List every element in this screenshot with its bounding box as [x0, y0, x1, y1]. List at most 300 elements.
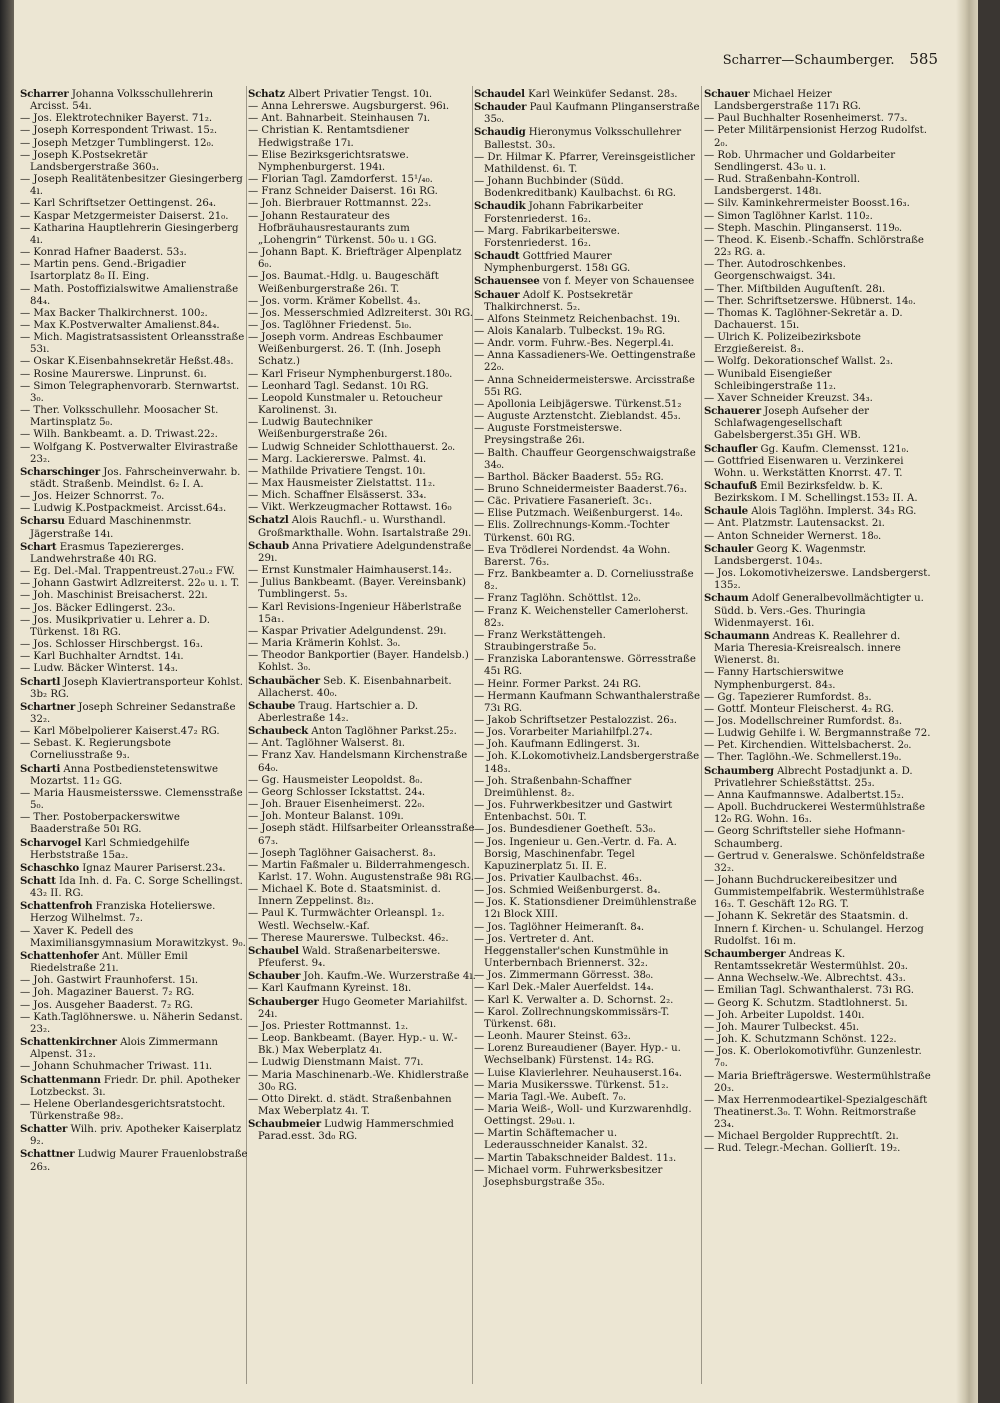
directory-entry: [20, 211, 248, 223]
entry-text: — Karol. Zollrechnungskommissärs-T. Türkenst. 68ı.: [474, 1006, 670, 1030]
entry-text: — Joh. Kaufmann Edlingerst. 3ı.: [474, 739, 641, 751]
entry-text: — Johann Buchbinder (Südd. Bodenkreditbank) Kaulbachst. 6ı RG.: [474, 176, 677, 200]
entry-surname: Schaudt: [474, 250, 520, 263]
entry-text: — Ludw. Bäcker Winterst. 14₃.: [20, 663, 179, 675]
directory-entry: [474, 715, 702, 727]
entry-text: — Georg Schriftsteller siehe Hofmann-Schaumberg.: [704, 826, 906, 850]
entry-text: — Maria Tagl.-We. Aubeſt. 7₀.: [474, 1091, 627, 1103]
directory-entry: [704, 998, 932, 1010]
entry-text: Hugo Geometer Mariahilfst. 24ı.: [258, 996, 468, 1020]
directory-entry: [248, 490, 476, 502]
entry-text: — Joh. K. Schutzmann Schönst. 122₂.: [704, 1034, 897, 1046]
entry-surname: Schaumberger: [704, 947, 786, 960]
directory-entry: [474, 152, 702, 176]
directory-entry: [474, 289, 702, 314]
entry-text: — Joh. Straßenbahn-Schaffner Dreimühlenst. 8₂.: [474, 775, 632, 799]
entry-text: Joseph Aufseher der Schlafwagengesellschaft Gabelsbergerst.35ı GH. WB.: [714, 406, 869, 442]
directory-entry: [248, 125, 476, 149]
directory-entry: [704, 630, 932, 667]
entry-surname: Schart: [20, 540, 57, 553]
entry-text: — Jos. Ausgeher Baaderst. 7₂ RG.: [20, 999, 194, 1011]
directory-entry: [20, 491, 248, 503]
entry-text: — Maria Briefträgerswe. Westermühlstraße 20₃.: [704, 1070, 931, 1094]
entry-text: — Gg. Hausmeister Leopoldst. 8₀.: [248, 774, 423, 786]
directory-page: [14, 0, 978, 1403]
directory-entry: [474, 326, 702, 338]
entry-text: — Dr. Hilmar K. Pfarrer, Vereinsgeistlicher Mathildenst. 6ı. T.: [474, 151, 696, 175]
entry-text: — Fanny Hartschierswitwe Nymphenburgerst. 84₃.: [704, 667, 844, 691]
entry-text: — Joseph vorm. Andreas Eschbaumer Weißenburgerst. 26. T. (Inh. Joseph Schatz.): [248, 332, 443, 368]
entry-text: Joseph Klaviertransporteur Kohlst. 3b₂ RG.: [30, 676, 244, 700]
entry-text: — Joh. Gastwirt Fraunhoferst. 15ı.: [20, 975, 199, 987]
directory-entry: [20, 1061, 248, 1073]
entry-surname: Schaschko: [20, 861, 79, 874]
directory-entry: [474, 1007, 702, 1031]
entry-text: — Leonhard Tagl. Sedanst. 10ı RG.: [248, 380, 429, 392]
entry-text: — Kaspar Metzgermeister Daiserst. 21₀.: [20, 210, 229, 222]
directory-entry: [20, 113, 248, 125]
directory-entry: [20, 1074, 248, 1099]
directory-entry: [474, 545, 702, 569]
directory-entry: [248, 970, 476, 983]
entry-text: Albert Privatier Tengst. 10ı.: [288, 89, 433, 100]
entry-text: — Georg Schlosser Ickstattst. 24₄.: [248, 786, 426, 798]
directory-entry: [248, 296, 476, 308]
entry-surname: Scharschinger: [20, 465, 100, 478]
directory-entry: [474, 873, 702, 885]
directory-entry: [20, 247, 248, 259]
directory-entry: [248, 945, 476, 970]
directory-entry: [704, 740, 932, 752]
directory-entry: [474, 226, 702, 250]
directory-entry: [474, 101, 702, 126]
entry-text: — Jos. Schlosser Hirschbergst. 16₃.: [20, 639, 204, 651]
entry-text: — Franziska Laborantenswe. Görresstraße 45ı RG.: [474, 654, 696, 678]
entry-text: — Jos. Privatier Kaulbachst. 46₃.: [474, 873, 643, 884]
entry-text: — Jakob Schriftsetzer Pestalozzist. 26₃.: [474, 714, 678, 726]
directory-entry: [248, 466, 476, 478]
directory-entry: [704, 826, 932, 850]
entry-text: — Katharina Hauptlehrerin Giesingerberg 4ı.: [20, 222, 239, 246]
column-3: [474, 88, 702, 1189]
entry-text: — Michael K. Bote d. Staatsminist. d. Innern Zeppelinst. 8ı₂.: [248, 884, 441, 908]
directory-entry: [248, 577, 476, 601]
entry-text: — Johann Bapt. K. Briefträger Alpenplatz 6₀.: [248, 247, 462, 271]
entry-text: Ant. Müller Emil Riedelstraße 21ı.: [30, 950, 188, 975]
entry-text: Ludwig Hammerschmied Parad.esst. 3d₀ RG.: [258, 1119, 454, 1143]
directory-entry: [474, 837, 702, 873]
directory-entry: [20, 615, 248, 639]
entry-surname: Scharrer: [20, 88, 69, 100]
entry-text: — Joseph Metzger Tumblingerst. 12₀.: [20, 137, 214, 149]
entry-text: — Jos. Taglöhner Heimeranſt. 8₄.: [474, 921, 645, 933]
directory-entry: [248, 775, 476, 787]
entry-text: — Jos. Heizer Schnorrst. 7₀.: [20, 491, 165, 503]
entry-text: — Max Herrenmodeartikel-Spezialgeschäft Theatinerst.3₀. T. Wohn. Reitmorstraße 23₄.: [704, 1094, 928, 1131]
entry-text: Gottfried Maurer Nymphenburgerst. 158ı GG.: [484, 251, 631, 275]
entry-text: — Wolfg. Dekorationschef Wallst. 2₃.: [704, 356, 894, 368]
entry-text: — Rob. Uhrmacher und Goldarbeiter Sendlingerst. 43₀ u. ı.: [704, 149, 896, 173]
directory-entry: [474, 126, 702, 151]
directory-entry: [704, 356, 932, 368]
entry-text: — Wilh. Bankbeamt. a. D. Triwast.22₂.: [20, 429, 218, 441]
directory-entry: [248, 1033, 476, 1057]
header-headword: Scharrer—Schaumberger.: [722, 53, 895, 68]
directory-entry: [474, 423, 702, 447]
directory-entry: [248, 860, 476, 884]
entry-text: — Julius Bankbeamt. (Bayer. Vereinsbank) Tumblingerst. 5₃.: [248, 577, 467, 601]
entry-text: Franziska Hotelierswe. Herzog Wilhelmst. 7₂.: [30, 901, 216, 925]
entry-text: — Wolfgang K. Postverwalter Elvirastraße 23₂.: [20, 441, 238, 465]
directory-entry: [20, 578, 248, 590]
entry-text: — Joh. Bierbrauer Rottmannst. 22₃.: [248, 198, 432, 210]
entry-text: von f. Meyer von Schauensee: [542, 276, 695, 288]
entry-text: — Paul Buchhalter Rosenheimerst. 77₃.: [704, 113, 908, 125]
entry-surname: Schaumberg: [704, 764, 774, 777]
entry-text: Anna Privatiere Adelgundenstraße 29ı.: [258, 540, 472, 564]
entry-surname: Schattenkirchner: [20, 1036, 117, 1049]
directory-entry: [474, 200, 702, 225]
entry-text: — Peter Militärpensionist Herzog Rudolfst. 2₀.: [704, 125, 927, 149]
directory-entry: [248, 787, 476, 799]
directory-entry: [248, 700, 476, 725]
directory-entry: [20, 515, 248, 540]
entry-text: — Martin Schäftemacher u. Lederausschneider Kanalst. 32.: [474, 1128, 648, 1152]
entry-text: Ida Inh. d. Fa. C. Sorge Schellingst. 43₂ II. RG.: [30, 876, 243, 900]
entry-text: — Leop. Bankbeamt. (Bayer. Hyp.- u. W.-Bk.) Max Weberplatz 4ı.: [248, 1033, 458, 1057]
entry-text: — Cäc. Privatiere Fasanerieſt. 3c₁.: [474, 496, 653, 508]
entry-surname: Schauberger: [248, 995, 319, 1008]
entry-text: Michael Heizer Landsbergerstraße 117ı RG.: [714, 89, 861, 113]
directory-entry: [20, 788, 248, 812]
entry-text: — Ther. Taglöhn.-We. Schmellerst.19₀.: [704, 752, 902, 764]
directory-entry: [20, 1099, 248, 1123]
entry-text: Andreas K. Reallehrer d. Maria Theresia-Kreisrealsch. innere Wienerst. 8ı.: [714, 630, 901, 667]
entry-text: — Jos. Messerschmied Adlzreiterst. 30ı RG.: [248, 307, 473, 319]
entry-text: — Joh. Maschinist Breisacherst. 22ı.: [20, 590, 208, 602]
directory-entry: [474, 472, 702, 484]
entry-text: — Vikt. Werkzeugmacher Rottawst. 16₀: [248, 502, 452, 514]
entry-text: — Karl Kaufmann Kyreinst. 18ı.: [248, 983, 412, 995]
directory-entry: [20, 1036, 248, 1061]
entry-surname: Schattenmann: [20, 1073, 101, 1086]
entry-text: — Max Hausmeister Zielstattst. 11₂.: [248, 478, 436, 489]
entry-text: — Maria Hausmeistersswe. Clemensstraße 5₀.: [20, 787, 243, 812]
entry-text: — Jos. Musikprivatier u. Lehrer a. D. Türkenst. 18ı RG.: [20, 614, 210, 638]
directory-entry: [20, 405, 248, 429]
directory-entry: [20, 332, 248, 356]
directory-entry: [20, 356, 248, 368]
entry-text: Wilh. priv. Apotheker Kaiserplatz 9₂.: [30, 1124, 242, 1148]
entry-surname: Scharvogel: [20, 836, 82, 849]
entry-text: — Theod. K. Eisenb.-Schaffn. Schlörstraße 22₃ RG. a.: [704, 234, 924, 259]
directory-entry: [704, 692, 932, 704]
directory-entry: [20, 926, 248, 950]
directory-entry: [704, 531, 932, 543]
directory-entry: [474, 995, 702, 1007]
entry-surname: Schaufuß: [704, 480, 757, 492]
directory-entry: [248, 454, 476, 466]
directory-entry: [20, 1012, 248, 1036]
entry-text: — Joh. Maurer Tulbeckst. 45ı.: [704, 1021, 860, 1033]
directory-entry: [20, 320, 248, 332]
directory-entry: [248, 88, 476, 101]
directory-entry: [474, 496, 702, 508]
entry-text: — Silv. Kaminkehrermeister Boosst.16₃.: [704, 198, 910, 210]
entry-text: — Jos. Vorarbeiter Mariahilfpl.27₄.: [474, 727, 653, 739]
directory-entry: [474, 630, 702, 654]
directory-entry: [474, 922, 702, 934]
entry-text: — Maria Musikersswe. Türkenst. 51₂.: [474, 1079, 669, 1091]
entry-text: — Max K.Postverwalter Amalienst.84₄.: [20, 319, 220, 331]
entry-text: — Jos. Taglöhner Friedenst. 5ı₀.: [248, 319, 412, 331]
directory-entry: [704, 393, 932, 405]
directory-entry: [474, 751, 702, 775]
entry-text: — Jos. Priester Rottmannst. 1₂.: [248, 1020, 409, 1032]
directory-entry: [248, 848, 476, 860]
entry-text: — Ant. Bahnarbeit. Steinhausen 7ı.: [248, 113, 431, 125]
directory-entry: [704, 405, 932, 442]
entry-text: — Anna Kaufmannswe. Adalbertst.15₂.: [704, 789, 905, 801]
entry-text: Karl Weinküfer Sedanst. 28₃.: [528, 89, 678, 100]
directory-entry: [248, 478, 476, 490]
entry-text: — Simon Taglöhner Karlst. 110₂.: [704, 210, 873, 222]
entry-text: — Ludwig Schneider Schlotthauerst. 2₀.: [248, 441, 456, 453]
entry-surname: Schatter: [20, 1123, 68, 1136]
page-number: 585: [909, 50, 938, 68]
directory-entry: [704, 543, 932, 568]
directory-entry: [474, 1043, 702, 1067]
entry-surname: Schaubeck: [248, 725, 309, 738]
entry-text: — Jos. K. Oberlokomotivführ. Gunzenlestr. 7₀.: [704, 1046, 922, 1070]
entry-text: — Auguste Arztenstcht. Zieblandst. 45₃.: [474, 411, 681, 423]
entry-text: — Hermann Kaufmann Schwanthalerstraße 73ı RG.: [474, 690, 701, 714]
directory-entry: [474, 691, 702, 715]
directory-entry: [20, 466, 248, 491]
directory-entry: [704, 505, 932, 518]
directory-entry: [704, 875, 932, 911]
entry-surname: Schauerer: [704, 405, 761, 418]
entry-text: Adolf Generalbevollmächtigter u. Südd. b. Vers.-Ges. Thuringia Widenmayerst. 16ı.: [714, 593, 924, 629]
directory-entry: [704, 223, 932, 235]
directory-entry: [20, 381, 248, 405]
entry-surname: Scharsu: [20, 515, 65, 528]
entry-text: Joh. Kaufm.-We. Wurzerstraße 4ı.: [303, 971, 476, 983]
directory-entry: [248, 1021, 476, 1033]
entry-text: Wald. Straßenarbeiterswe. Pfeuferst. 9₄.: [258, 945, 441, 970]
entry-surname: Schaufler: [704, 442, 758, 455]
entry-surname: Schaubel: [248, 944, 299, 957]
entry-text: — Martin Tabakschneider Baldest. 11₃.: [474, 1152, 677, 1164]
directory-entry: [20, 701, 248, 726]
directory-entry: [474, 824, 702, 836]
entry-text: — Alois Kanalarb. Tulbeckst. 19₀ RG.: [474, 325, 666, 337]
entry-text: — Heinr. Former Parkst. 24ı RG.: [474, 678, 642, 690]
directory-entry: [20, 369, 248, 381]
entry-surname: Schaum: [704, 592, 749, 605]
entry-text: — Karl Möbelpolierer Kaiserst.47₂ RG.: [20, 726, 220, 738]
directory-entry: [248, 1070, 476, 1094]
entry-text: — Math. Postoffizialswitwe Amalienstraße 84₄.: [20, 283, 239, 307]
directory-entry: [704, 456, 932, 480]
directory-entry: [704, 765, 932, 790]
column-4: [704, 88, 932, 1156]
entry-text: — Barthol. Bäcker Baaderst. 55₂ RG.: [474, 471, 664, 483]
directory-entry: [474, 776, 702, 800]
book-binding-edge: [0, 0, 14, 1403]
directory-entry: [248, 725, 476, 738]
directory-entry: [704, 704, 932, 716]
entry-text: — Eg. Del.-Mal. Trappentreust.27₀u.₂ FW.: [20, 566, 235, 578]
directory-entry: [248, 247, 476, 271]
entry-surname: Schaumann: [704, 629, 770, 642]
entry-text: — Ther. Schriftsetzerswe. Hübnerst. 14₀.: [704, 295, 916, 307]
entry-text: — Auguste Forstmeisterswe. Preysingstraße 26ı.: [474, 423, 623, 447]
entry-text: Eduard Maschinenmstr. Jägerstraße 14ı.: [30, 516, 192, 540]
directory-entry: [474, 314, 702, 326]
directory-entry: [248, 823, 476, 847]
directory-entry: [248, 211, 476, 247]
entry-text: — Wunibald Eisengießer Schleibingerstraße 11₂.: [704, 368, 837, 392]
directory-entry: [20, 174, 248, 198]
directory-entry: [474, 88, 702, 101]
entry-surname: Schauer: [474, 288, 520, 301]
entry-text: — Jos. Bundesdiener Goetheſt. 53₀.: [474, 824, 656, 836]
entry-text: Alois Rauchfl.- u. Wursthandl. Großmarkthalle. Wohn. Isartalstraße 29ı.: [258, 515, 472, 539]
entry-text: — Kath.Taglöhnerswe. u. Näherin Sedanst. 23₂.: [20, 1011, 243, 1035]
entry-surname: Schattner: [20, 1148, 75, 1161]
entry-text: Traug. Hartschier a. D. Aberlestraße 14₂.: [258, 700, 419, 724]
directory-entry: [704, 480, 932, 505]
directory-entry: [248, 750, 476, 774]
entry-surname: Schauler: [704, 542, 754, 555]
directory-entry: [474, 982, 702, 994]
entry-text: — Karl Dek.-Maler Auerfeldst. 14₄.: [474, 982, 654, 994]
entry-text: — Joseph städt. Hilfsarbeiter Orleansstraße 67₃.: [248, 823, 475, 847]
entry-surname: Schauder: [474, 101, 527, 114]
entry-text: Paul Kaufmann Plinganserstraße 35₀.: [484, 102, 700, 126]
directory-entry: [704, 728, 932, 740]
directory-entry: [20, 639, 248, 651]
directory-entry: [248, 675, 476, 700]
entry-text: Adolf K. Postsekretär Thalkirchnerst. 5₂.: [484, 289, 633, 313]
entry-text: Johann Fabrikarbeiter Forstenriederst. 16₂.: [484, 201, 643, 225]
entry-surname: Scharti: [20, 762, 61, 775]
entry-surname: Schaudik: [474, 200, 526, 213]
entry-text: — Christian K. Rentamtsdiener Hedwigstraße 17ı.: [248, 125, 410, 149]
entry-text: Jos. Fahrscheinverwahr. b. städt. Straßenb. Meindlst. 6₂ I. A.: [30, 466, 241, 490]
directory-entry: [248, 417, 476, 441]
directory-entry: [474, 250, 702, 275]
entry-text: — Helene Oberlandesgerichtsratstocht. Türkenstraße 98₂.: [20, 1098, 226, 1122]
directory-entry: [474, 1128, 702, 1152]
directory-entry: [20, 308, 248, 320]
directory-entry: [248, 638, 476, 650]
entry-surname: Schartl: [20, 675, 61, 688]
entry-text: — Joh. Arbeiter Lupoldst. 140ı.: [704, 1009, 865, 1021]
directory-entry: [248, 626, 476, 638]
directory-entry: [248, 514, 476, 539]
directory-entry: [704, 369, 932, 393]
entry-text: — Maria Krämerin Kohlst. 3₀.: [248, 638, 401, 650]
directory-entry: [704, 851, 932, 875]
entry-text: — Pet. Kirchendien. Wittelsbacherst. 2₀.: [704, 740, 912, 752]
directory-entry: [474, 176, 702, 200]
entry-text: — Joh. K.Lokomotivheiz.Landsbergerstraße 148₃.: [474, 751, 700, 775]
entry-text: — Sebast. K. Regierungsbote Corneliusstraße 9₃.: [20, 738, 171, 762]
directory-entry: [20, 676, 248, 701]
entry-text: — Joh. Monteur Balanst. 109ı.: [248, 811, 404, 823]
entry-text: — Joseph Taglöhner Gaisacherst. 8₃.: [248, 847, 437, 859]
entry-text: — Elise Putzmach. Weißenburgerst. 14₀.: [474, 508, 684, 520]
directory-entry: [474, 569, 702, 593]
directory-entry: [248, 113, 476, 125]
directory-entry: [20, 987, 248, 999]
directory-entry: [474, 885, 702, 897]
directory-entry: [20, 259, 248, 283]
directory-entry: [704, 1034, 932, 1046]
directory-entry: [248, 738, 476, 750]
directory-entry: [474, 411, 702, 423]
directory-entry: [704, 1046, 932, 1070]
entry-text: — Ant. Platzmstr. Lautensackst. 2ı.: [704, 518, 885, 530]
entry-text: — Oskar K.Eisenbahnsekretär Heßst.48₃.: [20, 356, 234, 368]
entry-text: — Ludwig Dienstmann Maist. 77ı.: [248, 1057, 424, 1069]
directory-entry: [474, 654, 702, 678]
entry-text: — Otto Direkt. d. städt. Straßenbahnen Max Weberplatz 4ı. T.: [248, 1093, 452, 1117]
directory-entry: [474, 275, 702, 288]
directory-entry: [20, 566, 248, 578]
directory-entry: [704, 125, 932, 149]
directory-entry: [474, 1080, 702, 1092]
entry-text: Friedr. Dr. phil. Apotheker Lotzbeckst. 3ı.: [30, 1074, 241, 1098]
directory-entry: [474, 727, 702, 739]
entry-text: — Therese Maurerswe. Tulbeckst. 46₂.: [248, 932, 449, 944]
entry-text: — Rosine Maurerswe. Linprunst. 6ı.: [20, 368, 207, 380]
entry-text: — Johann Schuhmacher Triwast. 11ı.: [20, 1061, 213, 1073]
directory-entry: [704, 284, 932, 296]
directory-entry: [248, 884, 476, 908]
entry-text: — Elis. Zollrechnungs-Komm.-Tochter Türkenst. 60ı RG.: [474, 520, 670, 544]
entry-text: — Jos. Lokomotivheizerswe. Landsbergerst. 135₂.: [704, 568, 931, 592]
entry-text: — Mich. Schaffner Elsässerst. 33₄.: [248, 490, 427, 502]
directory-entry: [20, 763, 248, 788]
entry-text: — Anna Lehrerswe. Augsburgerst. 96ı.: [248, 101, 450, 113]
entry-text: — Maria Maschinenarb.-We. Khidlerstraße 30₀ RG.: [248, 1069, 469, 1093]
entry-surname: Schaubmeier: [248, 1118, 321, 1131]
directory-entry: [704, 1071, 932, 1095]
directory-entry: [20, 442, 248, 466]
entry-text: — Elise Bezirksgerichtsratswe. Nymphenburgerst. 194ı.: [248, 149, 409, 173]
entry-text: Alois Zimmermann Alpenst. 31₂.: [30, 1037, 218, 1061]
directory-entry: [248, 811, 476, 823]
entry-surname: Schatz: [248, 88, 285, 100]
directory-entry: [248, 198, 476, 210]
column-1: [20, 88, 248, 1174]
directory-entry: [248, 332, 476, 368]
directory-entry: [20, 503, 248, 515]
entry-text: — Michael Bergolder Rupprechtſt. 2ı.: [704, 1131, 899, 1143]
directory-entry: [248, 320, 476, 332]
entry-text: Anton Taglöhner Parkst.25₂.: [311, 726, 457, 738]
directory-entry: [20, 812, 248, 836]
entry-text: — Joseph Realitätenbesitzer Giesingerberg 4ı.: [20, 174, 243, 198]
entry-text: Johanna Volksschullehrerin Arcisst. 54ı.: [30, 89, 214, 113]
directory-entry: [704, 911, 932, 947]
directory-entry: [474, 448, 702, 472]
entry-text: Ignaz Maurer Pariserst.23₄.: [82, 862, 226, 874]
directory-entry: [20, 950, 248, 975]
